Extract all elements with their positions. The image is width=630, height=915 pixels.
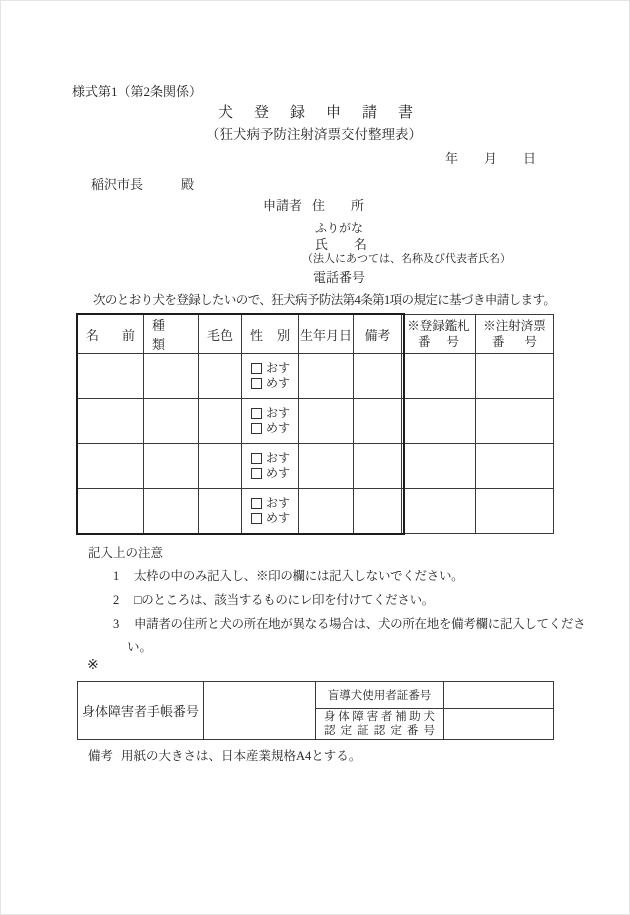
female-label: めす bbox=[266, 511, 291, 525]
dog-registration-table bbox=[77, 314, 554, 534]
remark-text: 用紙の大きさは、日本産業規格A4とする。 bbox=[121, 749, 362, 763]
dog-row-2 bbox=[78, 399, 554, 444]
registration-tag-number-field bbox=[402, 489, 476, 534]
note-item-2 bbox=[113, 593, 434, 609]
registration-tag-number-field bbox=[402, 444, 476, 489]
dog-sex-field bbox=[242, 444, 299, 489]
female-checkbox[interactable] bbox=[251, 468, 262, 479]
vaccination-tag-number-field bbox=[476, 444, 554, 489]
dog-row-1 bbox=[78, 354, 554, 399]
applicant-label: 申請者 bbox=[263, 198, 303, 213]
vaccination-tag-number-field bbox=[476, 354, 554, 399]
notes-title: 記入上の注意 bbox=[88, 546, 164, 560]
dog-color-field[interactable] bbox=[199, 444, 242, 489]
header-name: 名 前 bbox=[78, 315, 144, 354]
date-line: 年 月 日 bbox=[445, 151, 537, 166]
dog-row-3 bbox=[78, 444, 554, 489]
female-checkbox[interactable] bbox=[251, 513, 262, 524]
note-item-3 bbox=[113, 617, 585, 633]
dog-sex-field bbox=[242, 399, 299, 444]
addressee-line bbox=[91, 177, 194, 193]
dog-birth-field[interactable] bbox=[299, 399, 354, 444]
furigana-label: ふりがな bbox=[315, 221, 364, 235]
dog-birth-field[interactable] bbox=[299, 354, 354, 399]
dog-birth-field[interactable] bbox=[299, 489, 354, 534]
remark-label: 備考 bbox=[88, 749, 114, 763]
male-label: おす bbox=[266, 360, 291, 375]
male-checkbox[interactable] bbox=[251, 363, 262, 374]
dog-name-field[interactable] bbox=[78, 354, 144, 399]
disability-certificate-table bbox=[77, 681, 554, 740]
header-registration-tag-number: ※登録鑑札 番 号 bbox=[402, 315, 476, 354]
dog-name-field[interactable] bbox=[78, 489, 144, 534]
address-label: 住 所 bbox=[312, 198, 365, 213]
dog-color-field[interactable] bbox=[199, 399, 242, 444]
dog-remarks-field[interactable] bbox=[354, 354, 402, 399]
male-checkbox[interactable] bbox=[251, 498, 262, 509]
dog-remarks-field[interactable] bbox=[354, 399, 402, 444]
header-vaccination-tag-number: ※注射済票 番 号 bbox=[476, 315, 554, 354]
dog-breed-field[interactable] bbox=[144, 489, 199, 534]
header-breed: 種 類 bbox=[144, 315, 199, 354]
intro-sentence: 次のとおり犬を登録したいので、狂犬病予防法第4条第1項の規定に基づき申請します。 bbox=[93, 293, 556, 307]
male-label: おす bbox=[266, 495, 291, 510]
header-coat-color: 毛色 bbox=[199, 315, 242, 354]
male-checkbox[interactable] bbox=[251, 408, 262, 419]
dog-row-4 bbox=[78, 489, 554, 534]
dog-breed-field[interactable] bbox=[144, 354, 199, 399]
header-sex: 性 別 bbox=[242, 315, 299, 354]
vaccination-tag-number-field bbox=[476, 399, 554, 444]
note-text: 申請者の住所と犬の所在地が異なる場合は、犬の所在地を備考欄に記入してくださ bbox=[133, 617, 586, 631]
dog-color-field[interactable] bbox=[199, 354, 242, 399]
header-row bbox=[78, 315, 554, 354]
vaccination-tag-number-field bbox=[476, 489, 554, 534]
registration-tag-number-field bbox=[402, 354, 476, 399]
dog-breed-field[interactable] bbox=[144, 444, 199, 489]
female-checkbox[interactable] bbox=[251, 423, 262, 434]
applicant-line bbox=[263, 198, 364, 214]
note-number: 2 bbox=[113, 593, 119, 607]
dog-birth-field[interactable] bbox=[299, 444, 354, 489]
paper-size-remark bbox=[88, 749, 361, 765]
assist-dog-cert-label: 身体障害者補助犬 認定証認定番号 bbox=[316, 709, 444, 740]
note-text: 太枠の中のみ記入し、※印の欄には記入しないでください。 bbox=[133, 569, 464, 583]
dog-name-field[interactable] bbox=[78, 399, 144, 444]
form-number: 様式第1（第2条関係） bbox=[72, 84, 203, 99]
dog-sex-field bbox=[242, 354, 299, 399]
name-label: 氏 名 bbox=[315, 237, 368, 252]
note-number: 1 bbox=[113, 569, 119, 583]
registration-tag-number-field bbox=[402, 399, 476, 444]
female-label: めす bbox=[266, 466, 291, 480]
aux-row-1 bbox=[78, 682, 554, 709]
dog-sex-field bbox=[242, 489, 299, 534]
handbook-number-label: 身体障害者手帳番号 bbox=[78, 682, 204, 740]
dog-color-field[interactable] bbox=[199, 489, 242, 534]
office-use-asterisk: ※ bbox=[87, 658, 99, 673]
female-label: めす bbox=[266, 421, 291, 435]
addressee-name: 稲沢市長 bbox=[91, 177, 144, 192]
header-remarks: 備考 bbox=[354, 315, 402, 354]
honorific-label: 殿 bbox=[181, 177, 195, 192]
note-item-3-continuation: い。 bbox=[127, 640, 153, 654]
phone-label: 電話番号 bbox=[313, 270, 366, 285]
dog-breed-field[interactable] bbox=[144, 399, 199, 444]
dog-name-field[interactable] bbox=[78, 444, 144, 489]
guide-dog-cert-field bbox=[444, 682, 554, 709]
dog-remarks-field[interactable] bbox=[354, 444, 402, 489]
handbook-number-field bbox=[204, 682, 316, 740]
male-label: おす bbox=[266, 450, 291, 465]
female-label: めす bbox=[266, 376, 291, 390]
page-subtitle: （狂犬病予防注射済票交付整理表） bbox=[206, 127, 422, 142]
corporate-note: （法人にあつては、名称及び代表者氏名） bbox=[302, 253, 511, 265]
note-text: □のところは、該当するものにレ印を付けてください。 bbox=[133, 593, 435, 607]
assist-dog-cert-field bbox=[444, 709, 554, 740]
note-number: 3 bbox=[113, 617, 119, 631]
header-birth-date: 生年月日 bbox=[299, 315, 354, 354]
note-item-1 bbox=[113, 569, 463, 585]
male-checkbox[interactable] bbox=[251, 453, 262, 464]
guide-dog-cert-label: 盲導犬使用者証番号 bbox=[316, 682, 444, 709]
male-label: おす bbox=[266, 405, 291, 420]
page-title: 犬 登 録 申 請 書 bbox=[218, 105, 417, 121]
dog-remarks-field[interactable] bbox=[354, 489, 402, 534]
female-checkbox[interactable] bbox=[251, 378, 262, 389]
